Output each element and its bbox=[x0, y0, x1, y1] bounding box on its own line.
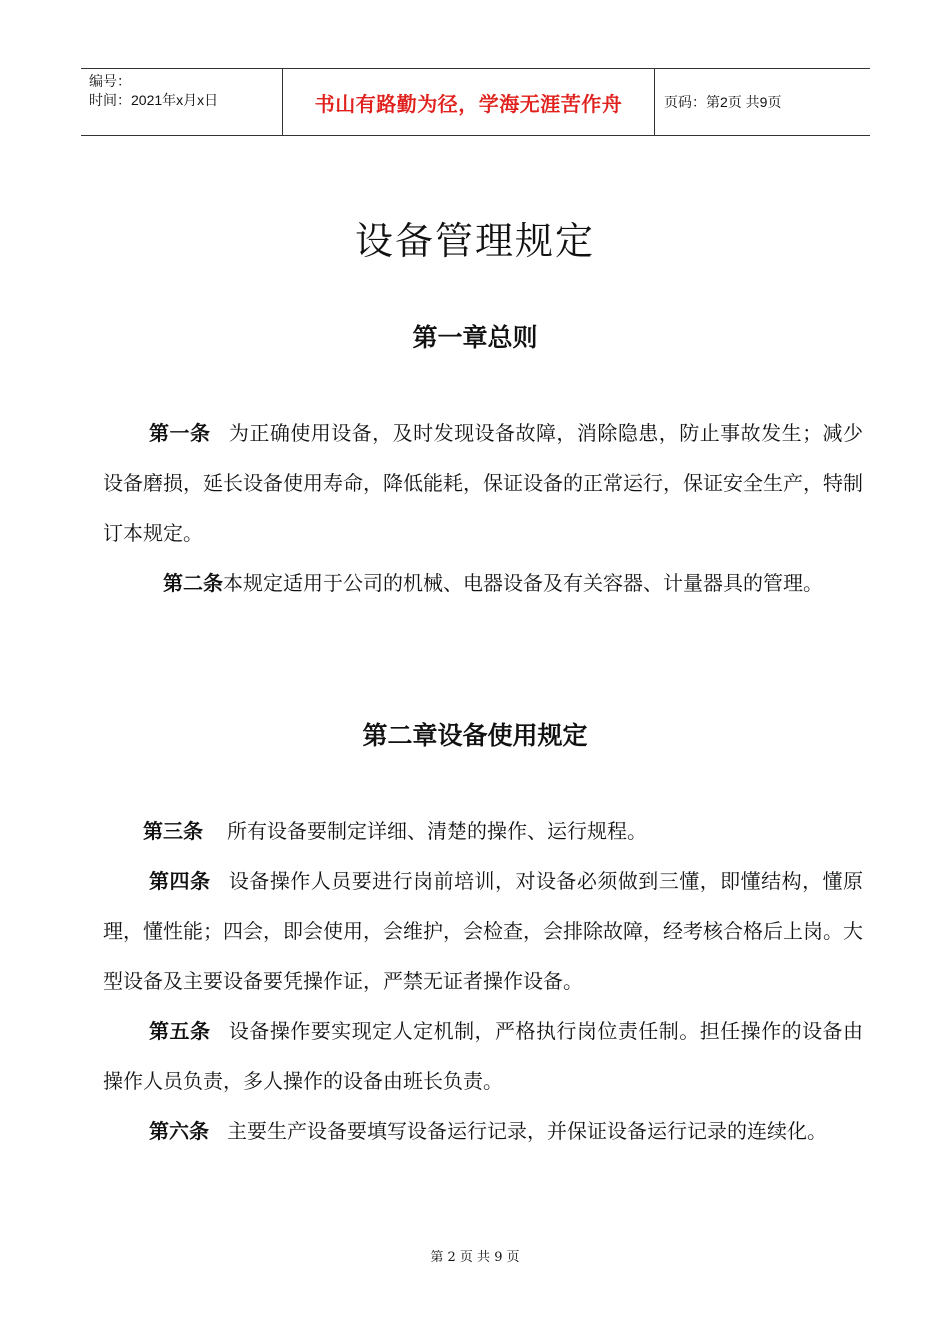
article-label: 第三条 bbox=[143, 819, 203, 843]
article-label: 第六条 bbox=[149, 1119, 209, 1143]
article-text: 主要生产设备要填写设备运行记录，并保证设备运行记录的连续化。 bbox=[227, 1119, 827, 1143]
article-label: 第二条 bbox=[163, 571, 223, 595]
document-header bbox=[81, 68, 870, 136]
article-1 bbox=[103, 408, 863, 558]
article-label: 第一条 bbox=[149, 421, 211, 445]
chapter-1-heading: 第一章总则 bbox=[412, 323, 538, 352]
chapter-2-heading: 第二章设备使用规定 bbox=[362, 721, 588, 750]
article-text: 设备操作要实现定人定机制，严格执行岗位责任制。担任操作的设备由操作人员负责，多人操作的设备由班长负责。 bbox=[103, 1019, 864, 1093]
article-text: 所有设备要制定详细、清楚的操作、运行规程。 bbox=[227, 819, 647, 843]
header-meta bbox=[81, 69, 282, 135]
number-label: 编号： bbox=[89, 73, 131, 89]
article-5 bbox=[103, 1006, 863, 1106]
article-4 bbox=[103, 856, 863, 1006]
article-text: 设备操作人员要进行岗前培训，对设备必须做到三懂，即懂结构，懂原理，懂性能；四会，即会使用，会维护，会检查，会排除故障，经考核合格后上岗。大型设备及主要设备要凭操作证，严禁无证者操作设备。 bbox=[103, 869, 864, 993]
header-page-info: 页码：第2页 共9页 bbox=[664, 94, 782, 110]
article-label: 第五条 bbox=[149, 1019, 211, 1043]
article-2 bbox=[103, 558, 863, 608]
page-title: 设备管理规定 bbox=[354, 219, 595, 263]
motto-text: 书山有路勤为径，学海无涯苦作舟 bbox=[314, 91, 623, 116]
article-3 bbox=[103, 806, 863, 856]
article-label: 第四条 bbox=[149, 869, 211, 893]
article-text: 本规定适用于公司的机械、电器设备及有关容器、计量器具的管理。 bbox=[223, 571, 823, 595]
article-text: 为正确使用设备，及时发现设备故障，消除隐患，防止事故发生；减少设备磨损，延长设备使用寿命，降低能耗，保证设备的正常运行，保证安全生产，特制订本规定。 bbox=[103, 421, 864, 545]
page-footer: 第 2 页 共 9 页 bbox=[430, 1250, 520, 1265]
article-6 bbox=[103, 1106, 863, 1156]
header-motto-cell bbox=[282, 69, 655, 135]
time-label: 时间：2021年x月x日 bbox=[89, 92, 219, 108]
